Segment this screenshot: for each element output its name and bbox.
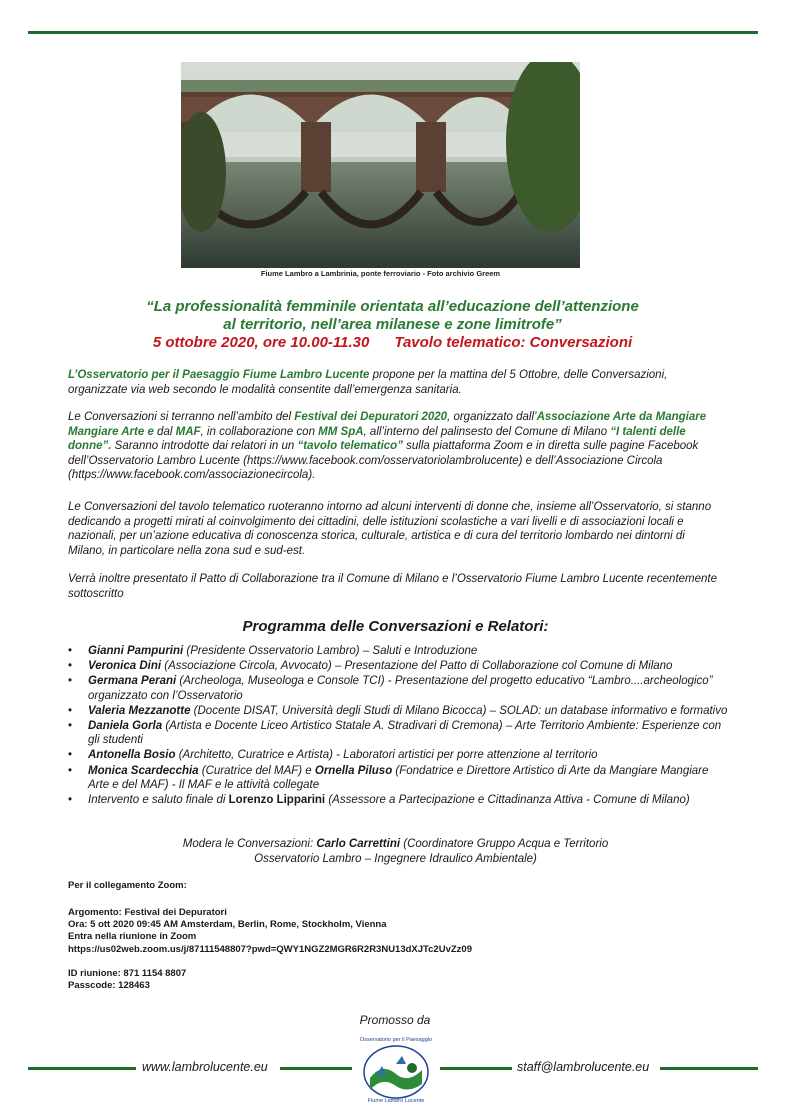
list-item	[68, 748, 728, 762]
osservatorio-name: L’Osservatorio per il Paesaggio Fiume Lambro Lucente	[68, 369, 370, 381]
festival-text-m: sulla piattaforma Zoom e in diretta sulle pagine Facebook dell’Osservatorio Lambro Lucente (https://www.facebook.com/osservatoriolambrolucente) e dell’Associazione Circola (https://www.facebook.com/associazionecircola).	[68, 440, 699, 481]
meeting-id: ID riunione: 871 1154 8807	[68, 968, 187, 979]
zoom-credentials	[68, 968, 568, 992]
speaker-desc: (Architetto, Curatrice e Artista) - Laboratori artistici per porre attenzione al territorio	[175, 749, 598, 762]
speaker-name-2: Ornella Piluso	[314, 764, 393, 777]
speaker-desc: (Artista e Docente Liceo Artistico Statale A. Stradivari di Cremona) – Arte Territorio Ambiente: Esperienze con gli studenti	[88, 720, 722, 747]
speaker-name: Gianni Pampurini	[88, 645, 184, 657]
program-title: Programma delle Conversazioni e Relatori:	[242, 618, 549, 635]
footer-rule-mid-left	[280, 1067, 352, 1070]
title-line-1: “La professionalità femminile orientata all’educazione dell’attenzione	[146, 298, 639, 315]
zoom-topic: Argomento: Festival dei Depuratori	[68, 907, 227, 918]
speaker-desc-2: (Fondatrice e Direttore Artistico di Arte da Mangiare Mangiare Arte e del MAF) - Il MAF e le attività collegate	[88, 764, 709, 791]
speaker-desc: (Docente DISAT, Università degli Studi di Milano Bicocca) – SOLAD: un database informativo e formativo	[190, 704, 728, 717]
bullet-icon: •	[68, 720, 73, 733]
festival-text-k: Saranno introdotte dai relatori in un	[111, 440, 298, 452]
moderator-line-2: Osservatorio Lambro – Ingegnere Idraulico Ambientale)	[254, 852, 537, 865]
logo-bottom-text: Fiume Lambro Lucente	[367, 1098, 425, 1104]
list-item	[68, 659, 728, 673]
program-list	[68, 644, 728, 808]
speaker-desc: (Archeologa, Museologa e Console TCI) - Presentazione del progetto educativo “Lambro....archeologico” organizzato con l’Osservatorio	[88, 675, 713, 702]
promoted-by: Promosso da	[359, 1013, 431, 1027]
list-item	[68, 704, 728, 718]
talenti-donne: “I talenti delle donne”.	[68, 425, 686, 452]
list-item	[68, 793, 728, 807]
speaker-desc: (Associazione Circola, Avvocato) – Presentazione del Patto di Collaborazione col Comune di Milano	[161, 660, 673, 673]
email-link[interactable]: staff@lambrolucente.eu	[517, 1060, 650, 1074]
website-link[interactable]: www.lambrolucente.eu	[142, 1060, 268, 1074]
footer-rule-mid-right	[440, 1067, 512, 1070]
speaker-name: Valeria Mezzanotte	[88, 704, 191, 717]
moderator-role: (Coordinatore Gruppo Acqua e Territorio	[400, 838, 609, 850]
speaker-name: Antonella Bosio	[88, 749, 176, 762]
bullet-icon: •	[68, 749, 73, 762]
maf-name: MAF	[175, 425, 201, 438]
top-rule	[28, 31, 758, 34]
event-date-line: 5 ottobre 2020, ore 10.00-11.30 Tavolo telematico: Conversazioni	[152, 334, 633, 351]
intro-text: propone per la mattina del 5 Ottobre, delle Conversazioni, organizzate via web secondo le modalità consentite dall’emergenza sanitaria.	[68, 369, 668, 396]
moderator-prefix: Modera le Conversazioni:	[182, 838, 317, 850]
logo-top-text: Osservatorio per il Paesaggio	[359, 1037, 433, 1043]
intro-paragraph	[68, 368, 723, 397]
list-item	[68, 644, 728, 658]
closing-text: Intervento e saluto finale di	[88, 794, 229, 807]
zoom-details	[68, 907, 568, 956]
bullet-icon: •	[68, 704, 73, 717]
speaker-desc: (Presidente Osservatorio Lambro) – Saluti e Introduzione	[183, 645, 478, 657]
zoom-link[interactable]: https://us02web.zoom.us/j/87111548807?pwd=QWY1NGZ2MGR6R2R3NU13dXJTc2UvZz09	[68, 943, 472, 955]
festival-name: Festival dei Depuratori 2020	[294, 411, 448, 423]
moderator-line-1	[68, 837, 723, 852]
festival-text-i: , all’interno del palinsesto del Comune di Milano	[363, 425, 611, 438]
list-item	[68, 674, 728, 702]
speaker-name: Lorenzo Lipparini	[228, 794, 326, 807]
speaker-desc: (Assessore a Partecipazione e Cittadinanza Attiva - Comune di Milano)	[325, 794, 690, 807]
zoom-join: Entra nella riunione in Zoom	[68, 931, 197, 943]
photo-caption: Fiume Lambro a Lambrinia, ponte ferroviario - Foto archivio Greem	[260, 269, 501, 278]
list-item	[68, 764, 728, 792]
passcode: Passcode: 128463	[68, 980, 150, 992]
speaker-name: Daniela Gorla	[88, 720, 163, 733]
bridge-photo	[181, 62, 580, 268]
mm-spa-name: MM SpA	[318, 425, 364, 438]
moderator-name: Carlo Carrettini	[316, 838, 401, 850]
event-title	[40, 298, 745, 352]
speaker-name: Veronica Dini	[88, 660, 162, 673]
festival-text-a: Le Conversazioni si terranno nell’ambito del	[68, 411, 295, 423]
speaker-name: Monica Scardecchia	[88, 764, 199, 777]
tavolo-telematico: “tavolo telematico”	[297, 440, 403, 452]
bullet-icon: •	[68, 660, 73, 673]
zoom-time: Ora: 5 ott 2020 09:45 AM Amsterdam, Berlin, Rome, Stockholm, Vienna	[68, 919, 387, 931]
bullet-icon: •	[68, 764, 73, 777]
speaker-name: Germana Perani	[88, 675, 177, 688]
moderator-block	[68, 837, 723, 866]
conversations-paragraph: Le Conversazioni del tavolo telematico ruoteranno intorno ad alcuni interventi di donne che, insieme all’Osservatorio, si stanno dedicando a progetti mirati al coinvolgimento dei cittadini, delle istituzioni scolastiche a vari livelli e di associazioni locali e nazionali, per un’azione educativa di conoscenza storica, culturale, artistica e di cura del territorio lombardo nei dintorni di Milano, in particolare nella zona sud e sud-est.	[68, 501, 712, 557]
zoom-header: Per il collegamento Zoom:	[68, 880, 187, 891]
speaker-desc: (Curatrice del MAF) e	[198, 764, 315, 777]
festival-text-e: dal	[153, 425, 176, 438]
patto-paragraph: Verrà inoltre presentato il Patto di Collaborazione tra il Comune di Milano e l’Osservatorio Fiume Lambro Lucente recentemente sottoscritto	[68, 573, 718, 600]
bullet-icon: •	[68, 675, 73, 688]
festival-paragraph	[68, 410, 723, 483]
bullet-icon: •	[68, 794, 73, 807]
list-item	[68, 719, 728, 747]
festival-text-g: , in collaborazione con	[200, 425, 319, 438]
festival-text-c: , organizzato dall’	[447, 411, 537, 423]
bullet-icon: •	[68, 645, 73, 657]
footer-rule-left	[28, 1067, 136, 1070]
osservatorio-logo	[352, 1034, 440, 1104]
association-name: Associazione Arte da Mangiare Mangiare Arte e	[68, 411, 707, 438]
footer-rule-right	[660, 1067, 758, 1070]
title-line-2: al territorio, nell’area milanese e zone limitrofe”	[223, 316, 562, 333]
